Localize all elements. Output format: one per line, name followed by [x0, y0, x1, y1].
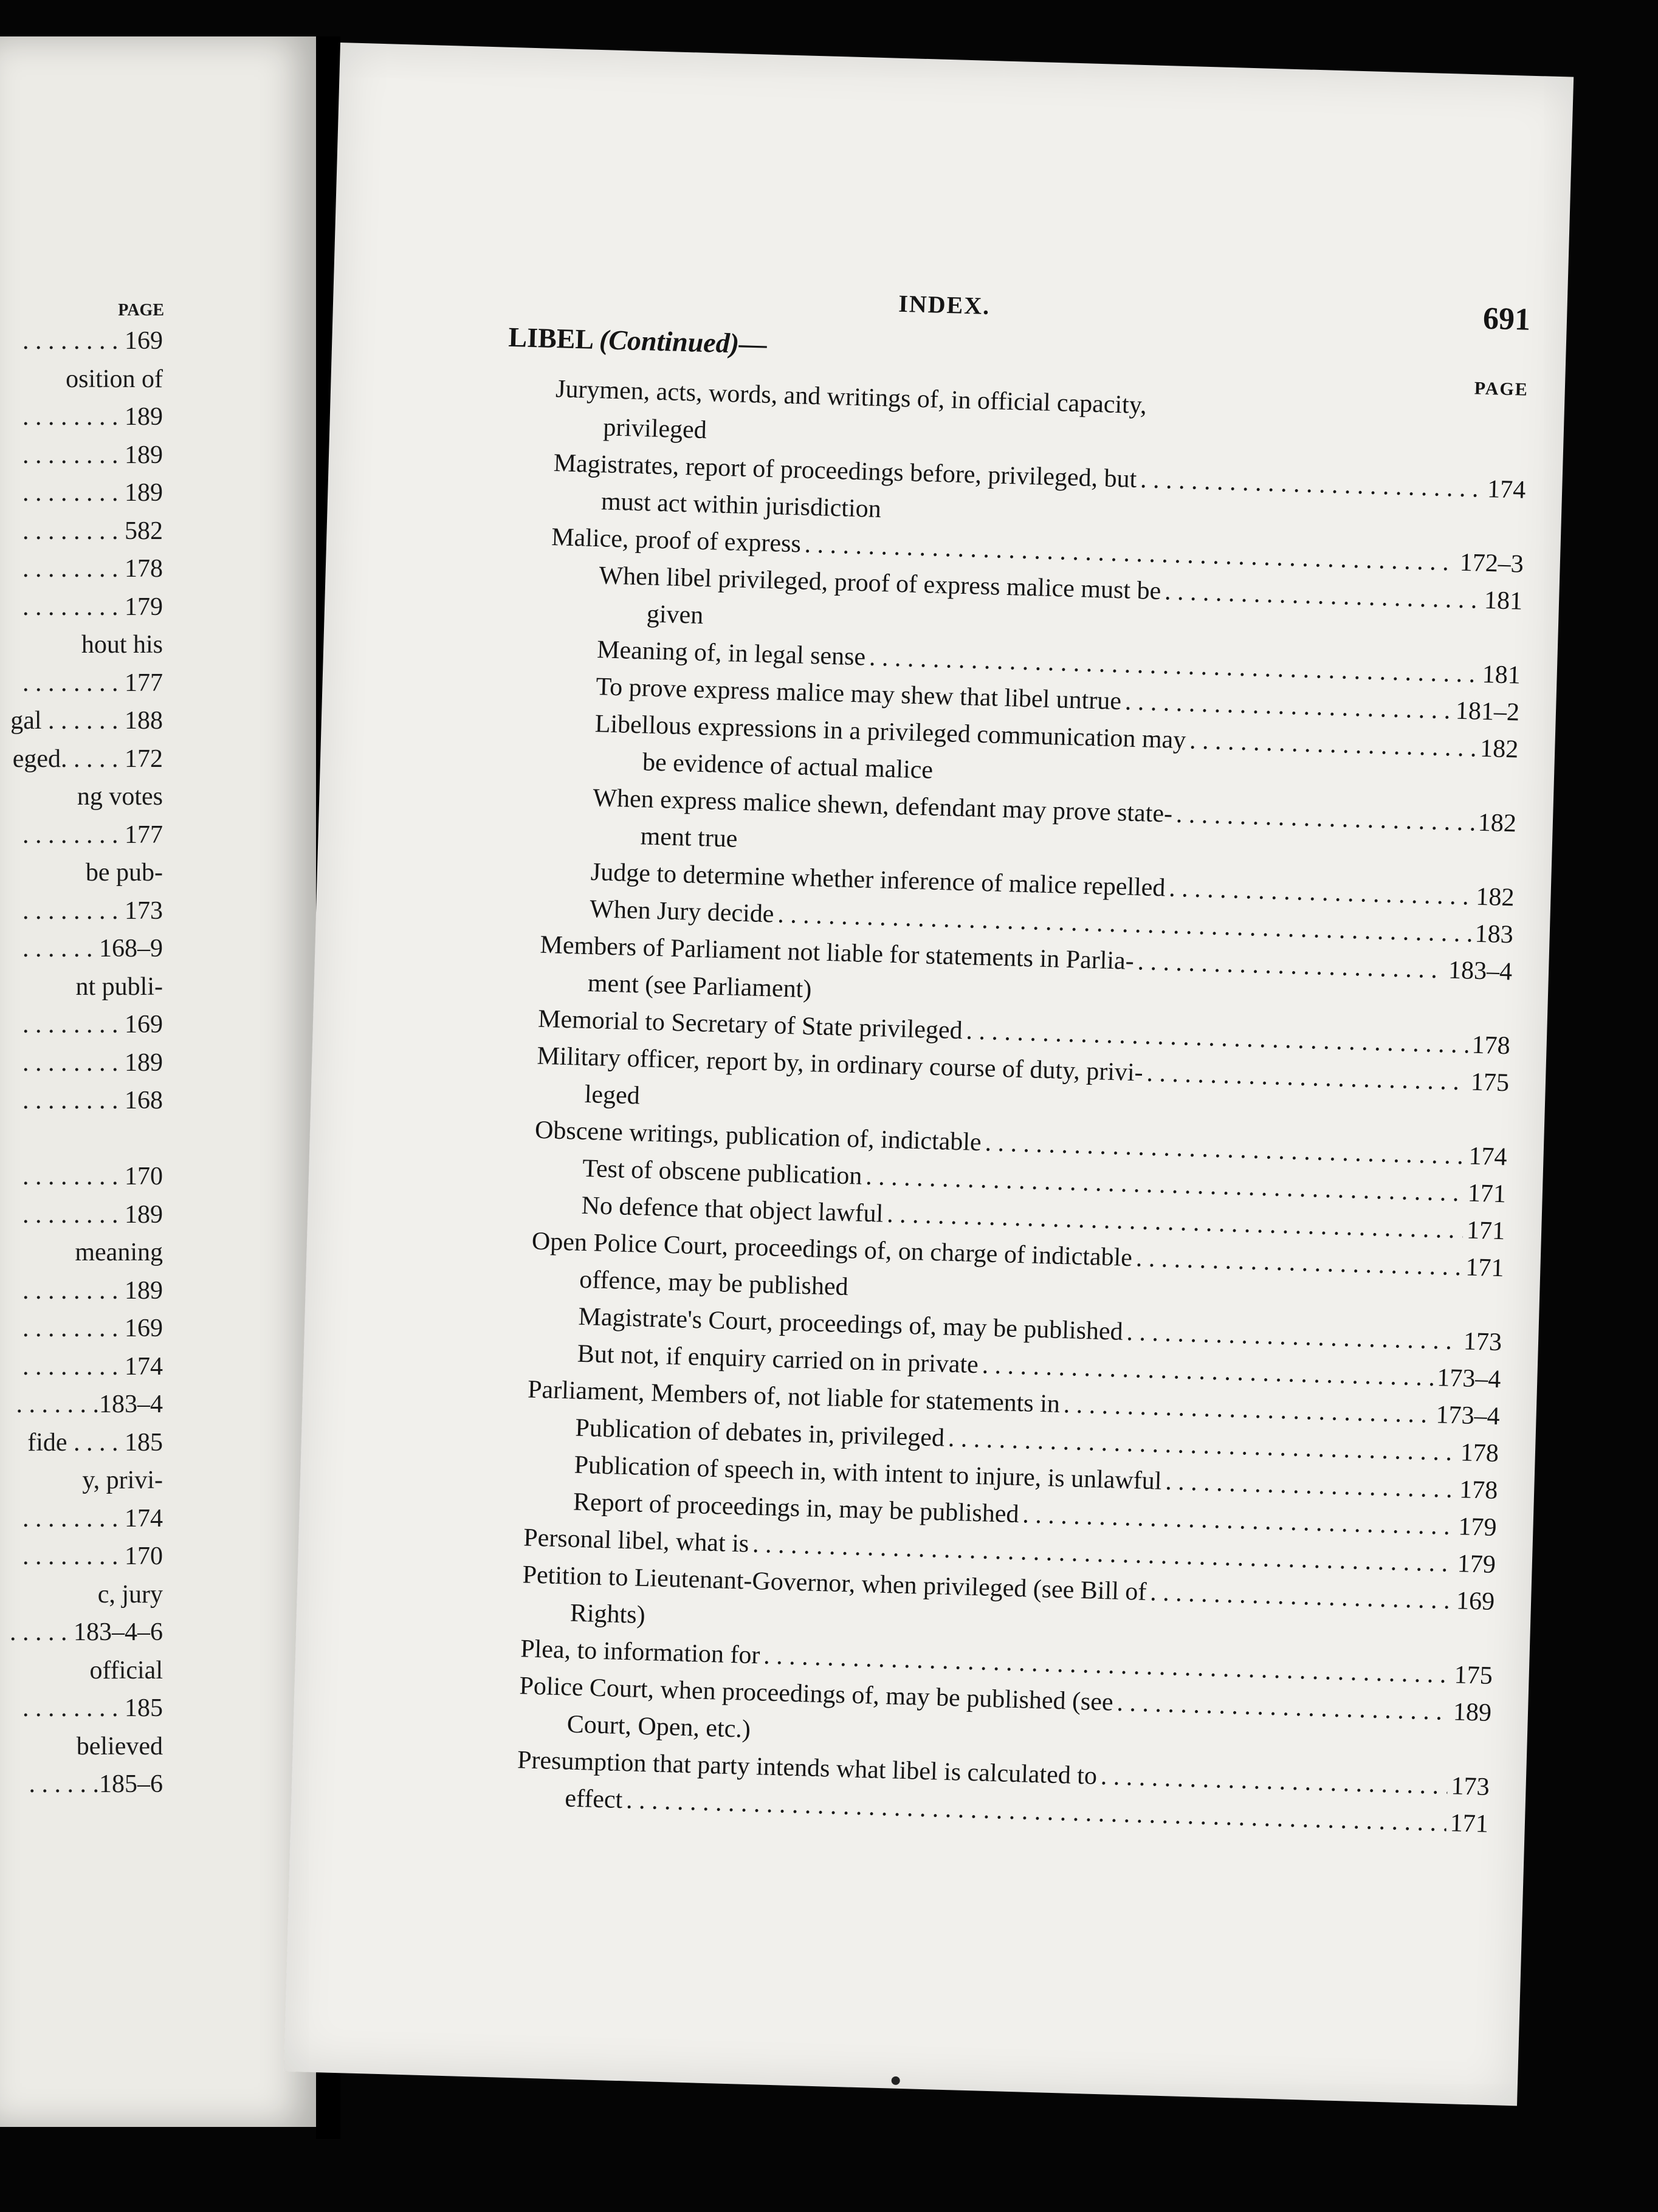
facing-page-line: y, privi-: [82, 1466, 163, 1494]
index-entry-text: Court, Open, etc.): [566, 1710, 751, 1743]
facing-page-line: . . . . . . . . 185: [22, 1694, 163, 1722]
facing-page-line: . . . . . . . . 173: [22, 896, 163, 925]
facing-page-line: . . . . . . . . 177: [22, 668, 163, 697]
facing-page-line: meaning: [75, 1238, 163, 1266]
index-entry-text: When libel privileged, proof of express malice must be: [599, 562, 1161, 606]
index-entry-page: 171: [1467, 1179, 1507, 1209]
heading-main: LIBEL: [507, 321, 593, 355]
facing-page-line: . . . . . . . . 169: [22, 1314, 163, 1342]
index-entry-text: When express malice shewn, defendant may prove state-: [592, 784, 1173, 828]
index-entry-text: privileged: [602, 413, 707, 445]
index-entry-page: 179: [1457, 1513, 1498, 1542]
heading-sub: (Continued)—: [599, 324, 768, 360]
index-entry-page: 172–3: [1459, 548, 1524, 579]
index-entry-text: ment true: [640, 822, 738, 853]
facing-page-line: . . . . . . . . 169: [22, 1011, 163, 1039]
index-entry-text: When Jury decide: [589, 895, 775, 929]
index-entry-page: 173: [1463, 1327, 1502, 1357]
index-entry-page: 181–2: [1455, 696, 1520, 727]
index-entries: [467, 369, 1529, 1843]
index-entry-text: Jurymen, acts, words, and writings of, in official capacity,: [555, 375, 1147, 420]
index-entry-page: 182: [1475, 882, 1515, 912]
index-page: [284, 43, 1574, 2106]
index-entry-text: given: [646, 600, 704, 630]
index-entry-page: 171: [1466, 1216, 1505, 1246]
index-entry-text: Publication of speech in, with intent to injure, is unlawful: [574, 1451, 1163, 1496]
index-entry-text: offence, may be published: [579, 1265, 849, 1302]
facing-page-line: fide . . . . 185: [27, 1428, 163, 1457]
facing-page-line: c, jury: [97, 1580, 163, 1609]
index-entry-text: Test of obscene publication: [582, 1154, 862, 1190]
index-entry-page: 178: [1471, 1031, 1511, 1060]
facing-page-line: osition of: [66, 365, 163, 393]
facing-page-line: . . . . . . . . 582: [22, 517, 163, 545]
page-number: 691: [1482, 301, 1531, 337]
facing-page-line: be pub-: [85, 859, 163, 887]
index-entry-text: Malice, proof of express: [551, 523, 802, 558]
index-entry-text: Obscene writings, publication of, indictable: [534, 1116, 982, 1157]
index-entry-text: Publication of debates in, privileged: [574, 1413, 945, 1452]
index-entry-text: Petition to Lieutenant-Governor, when privileged (see Bill of: [522, 1561, 1147, 1607]
index-entry-page: 183–4: [1448, 956, 1513, 986]
index-entry-text: ment (see Parliament): [587, 969, 812, 1004]
index-entry-page: 173–4: [1436, 1401, 1501, 1431]
facing-page-line: . . . . . . . . 170: [22, 1163, 163, 1190]
index-entry-text: effect: [564, 1784, 623, 1815]
index-entry-text: Judge to determine whether inference of malice repelled: [590, 858, 1166, 902]
index-entry-text: Meaning of, in legal sense: [596, 636, 866, 672]
index-entry-text: But not, if enquiry carried on in private: [577, 1339, 979, 1379]
facing-page-line: hout his: [81, 631, 163, 659]
index-entry-text: Police Court, when proceedings of, may be published (see: [518, 1672, 1114, 1717]
facing-page-line: believed: [76, 1732, 163, 1760]
facing-page-line: [0, 1120, 304, 1158]
index-entry-page: 173: [1450, 1772, 1490, 1801]
facing-page: [0, 36, 316, 2127]
index-entry-text: leged: [584, 1080, 641, 1110]
facing-page-line: . . . . . . . . 189: [22, 1276, 163, 1305]
facing-page-line: eged. . . . . 172: [12, 744, 163, 773]
facing-page-lines: [0, 322, 304, 1804]
index-entry-text: Members of Parliament not liable for statements in Parlia-: [540, 930, 1135, 976]
index-entry-page: 171: [1450, 1809, 1489, 1838]
facing-page-line: . . . . . . . . 179: [22, 592, 163, 621]
index-entry-text: Personal libel, what is: [523, 1523, 749, 1558]
index-entry-text: Magistrates, report of proceedings before, privileged, but: [553, 449, 1137, 493]
index-entry-page: 178: [1459, 1475, 1498, 1505]
running-title: INDEX.: [898, 289, 991, 320]
facing-page-line: . . . . . . .183–4: [16, 1390, 163, 1418]
facing-page-line: . . . . . . . . 170: [22, 1542, 163, 1570]
index-entry-page: 174: [1487, 475, 1526, 504]
index-entry-page: 171: [1465, 1253, 1505, 1283]
index-entry-text: Open Police Court, proceedings of, on charge of indictable: [531, 1227, 1133, 1273]
facing-page-line: . . . . . . . . 169: [22, 327, 163, 355]
index-entry-page: 175: [1454, 1661, 1493, 1690]
facing-page-line: nt publi-: [75, 972, 163, 1001]
facing-page-line: . . . . . . . . 168: [22, 1087, 163, 1115]
index-entry-page: 174: [1468, 1142, 1508, 1172]
index-entry-text: Presumption that party intends what libel is calculated to: [517, 1746, 1098, 1790]
facing-page-line: . . . . . . 168–9: [22, 935, 163, 963]
facing-page-line: . . . . . . . . 174: [22, 1352, 163, 1381]
index-entry-text: To prove express malice may shew that libel untrue: [595, 673, 1122, 716]
index-entry-text: must act within jurisdiction: [600, 487, 882, 524]
facing-page-line: . . . . . . . . 177: [22, 820, 163, 849]
facing-page-line: . . . . . .185–6: [29, 1770, 163, 1798]
index-entry-text: Memorial to Secretary of State privileged: [537, 1005, 963, 1045]
index-entry-text: Report of proceedings in, may be published: [573, 1488, 1020, 1529]
index-heading: [508, 321, 768, 360]
facing-page-text: [0, 301, 304, 1804]
facing-page-line: . . . . . . . . 189: [22, 403, 163, 431]
facing-page-line: ng votes: [77, 783, 163, 811]
index-entry-page: 181: [1482, 660, 1521, 690]
index-entry-page: 189: [1453, 1698, 1492, 1727]
index-entry-text: Rights): [569, 1599, 646, 1630]
index-entry-text: Magistrate's Court, proceedings of, may be published: [577, 1302, 1124, 1346]
index-entry-page: 182: [1477, 808, 1517, 838]
facing-page-line: . . . . . 183–4–6: [10, 1618, 163, 1646]
index-entry-text: Parliament, Members of, not liable for statements in: [527, 1375, 1061, 1418]
facing-page-column-label: PAGE: [118, 301, 164, 320]
index-entry-page: 175: [1470, 1068, 1510, 1097]
printer-mark: [892, 2076, 900, 2085]
facing-page-line: . . . . . . . . 178: [22, 555, 163, 583]
index-entry-page: 178: [1460, 1438, 1499, 1468]
page-column-label: PAGE: [1474, 378, 1529, 400]
index-entry-page: 179: [1457, 1550, 1496, 1579]
index-entry-text: Plea, to information for: [520, 1635, 761, 1670]
facing-page-line: . . . . . . . . 189: [22, 441, 163, 469]
facing-page-line: . . . . . . . . 189: [22, 479, 163, 507]
facing-page-line: gal . . . . . . 188: [10, 707, 163, 735]
index-entry-text: Libellous expressions in a privileged communication may: [594, 710, 1186, 755]
index-entry-text: be evidence of actual malice: [642, 748, 934, 785]
index-entry-page: 173–4: [1436, 1364, 1501, 1394]
facing-page-line: . . . . . . . . 174: [22, 1504, 163, 1533]
index-entry-page: 182: [1479, 734, 1519, 764]
index-entry-page: 183: [1474, 919, 1514, 949]
facing-page-line: official: [89, 1656, 163, 1685]
index-entry-page: 169: [1456, 1587, 1495, 1616]
index-entry-text: Military officer, report by, in ordinary course of duty, privi-: [536, 1042, 1144, 1087]
facing-page-line: . . . . . . . . 189: [22, 1200, 163, 1229]
index-entry-page: 181: [1484, 586, 1523, 616]
index-entry-text: No defence that object lawful: [581, 1191, 884, 1228]
facing-page-line: . . . . . . . . 189: [22, 1048, 163, 1077]
